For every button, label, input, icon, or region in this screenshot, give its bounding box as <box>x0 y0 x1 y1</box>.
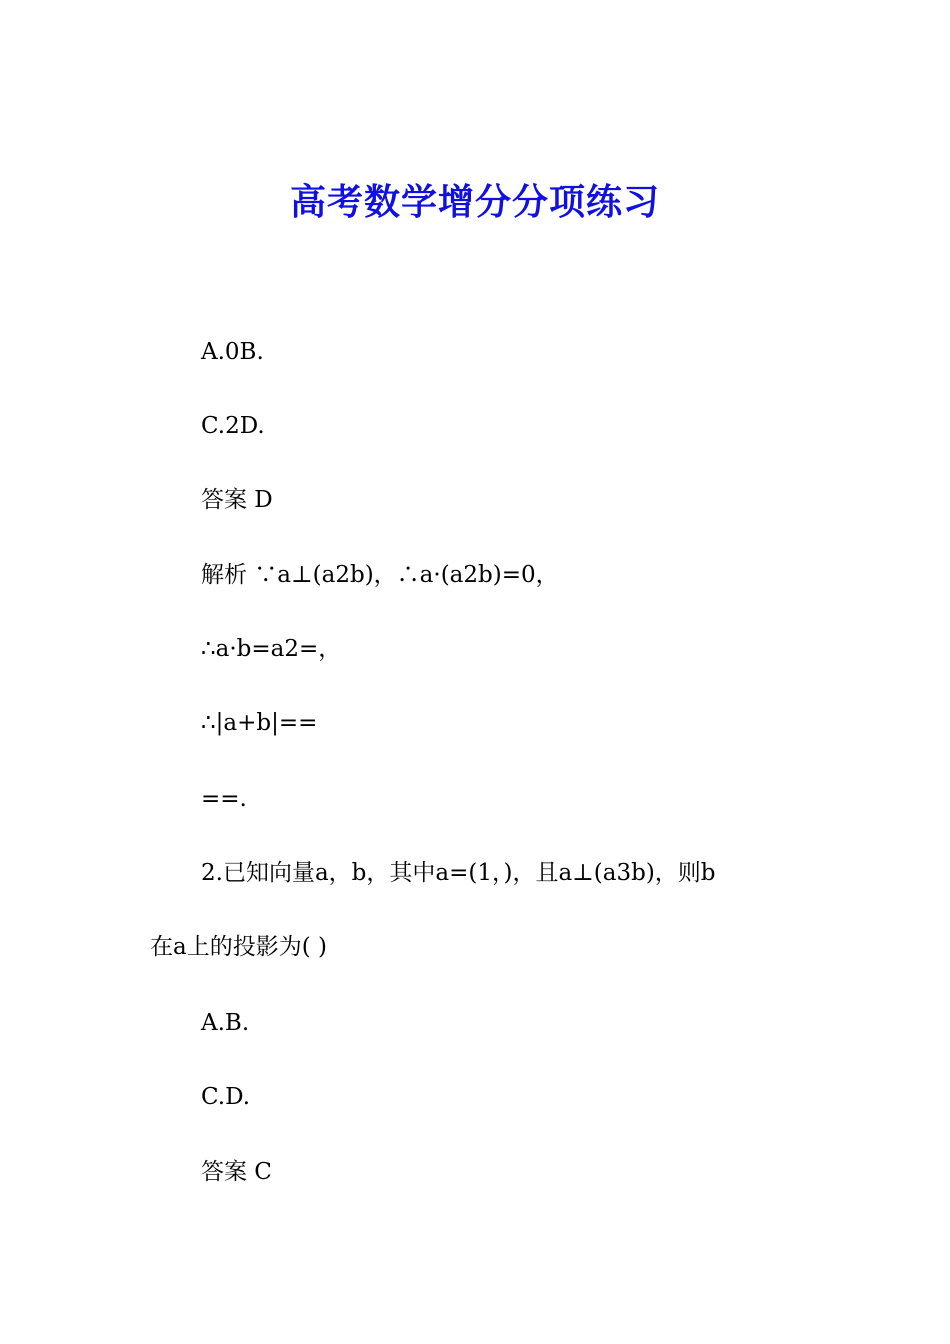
option-line-ab-2: A.B. <box>201 1010 250 1036</box>
answer-line-1: 答案 D <box>201 487 273 513</box>
answer-line-2: 答案 C <box>201 1159 272 1185</box>
analysis-line-4: ==. <box>201 786 247 812</box>
analysis-line-3: ∴|a+b|== <box>201 710 318 736</box>
option-line-cd-2: C.D. <box>201 1084 251 1110</box>
question-2-line-1: 2.已知向量a，b，其中a=(1，)，且a⊥(a3b)，则b <box>201 860 716 886</box>
option-line-ab-1: A.0B. <box>201 339 264 365</box>
option-line-cd-1: C.2D. <box>201 413 265 439</box>
document-title: 高考数学增分分项练习 <box>289 181 660 223</box>
analysis-line-1: 解析 ∵a⊥(a2b)，∴a·(a2b)=0， <box>201 562 559 588</box>
analysis-line-2: ∴a·b=a2=， <box>201 636 342 662</box>
question-2-line-2: 在a上的投影为( ) <box>150 934 327 960</box>
